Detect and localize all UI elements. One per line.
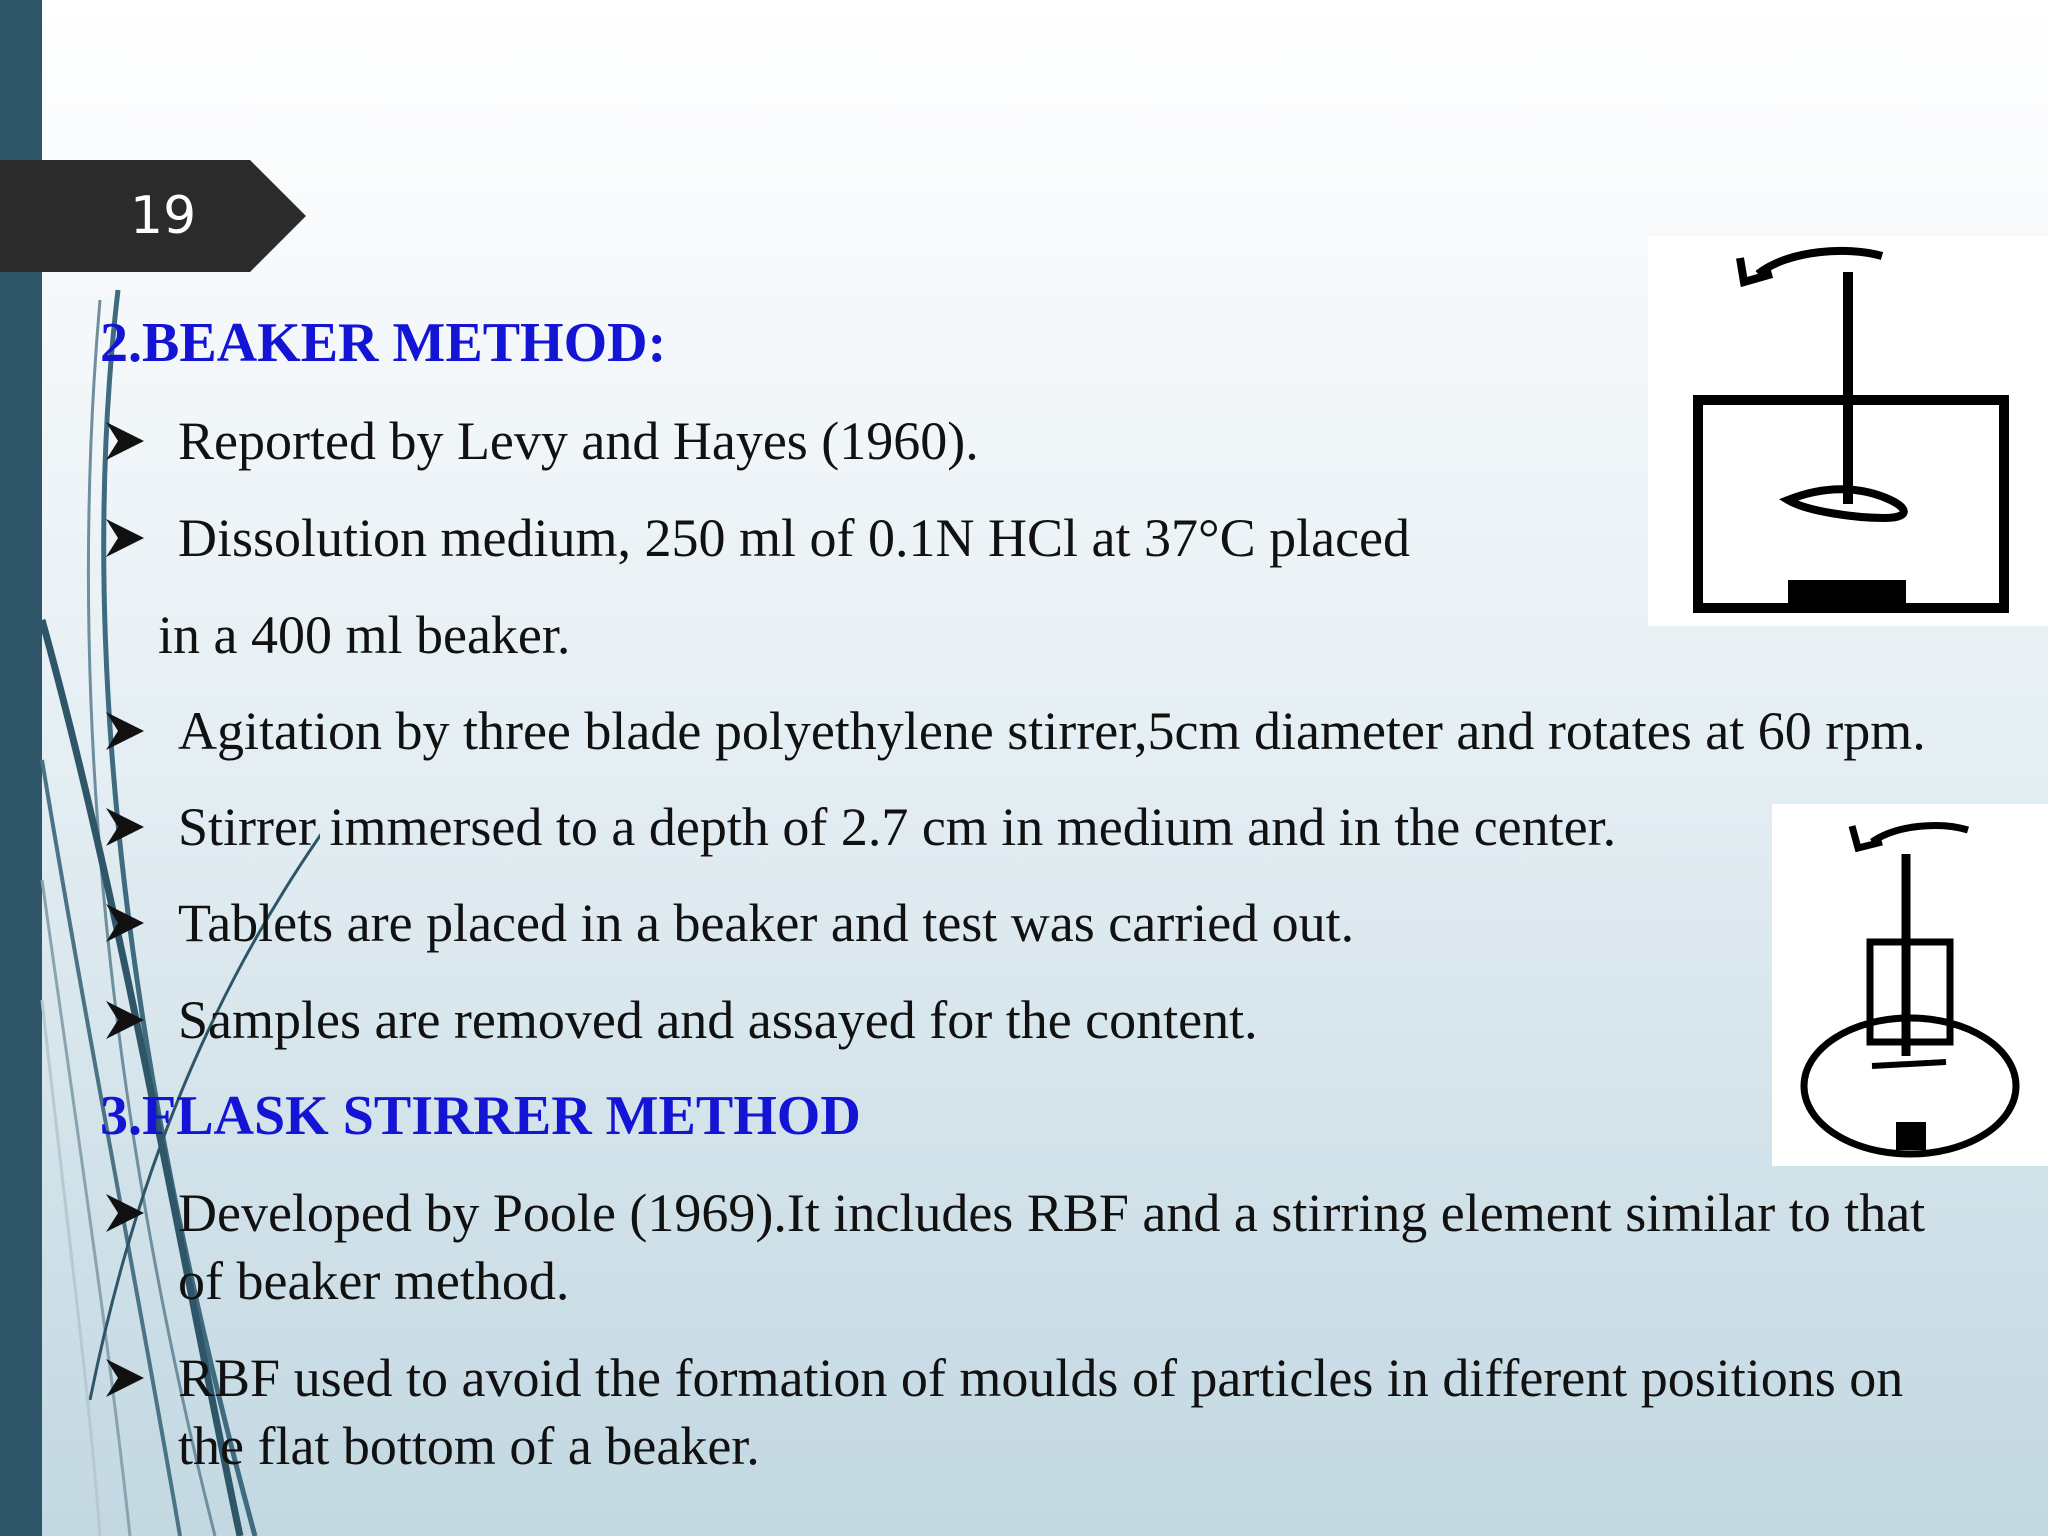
bullet-text: Stirrer immersed to a depth of 2.7 cm in medium and in the center. (178, 797, 1617, 857)
bullet-continuation: in a 400 ml beaker. (158, 605, 571, 665)
bullet-text: Reported by Levy and Hayes (1960). (178, 411, 979, 471)
bullet-text: RBF used to avoid the formation of moulds of particles in different positions on (178, 1348, 1904, 1408)
flask-stirrer-method-heading: 3.FLASK STIRRER METHOD (100, 1085, 861, 1147)
arrow-bullet-icon (100, 408, 156, 474)
beaker-method-heading: 2.BEAKER METHOD: (100, 312, 667, 374)
bullet-text: Dissolution medium, 250 ml of 0.1N HCl at 37°C placed (178, 508, 1411, 568)
page-number: 19 (130, 186, 197, 246)
bullet-text: Developed by Poole (1969).It includes RBF and a stirring element similar to that (178, 1183, 1926, 1243)
bullet-text: Samples are removed and assayed for the content. (178, 990, 1258, 1050)
bullet-continuation: the flat bottom of a beaker. (178, 1416, 760, 1476)
arrow-bullet-icon (100, 698, 156, 764)
arrow-bullet-icon (100, 890, 156, 956)
arrow-bullet-icon (100, 505, 156, 571)
arrow-bullet-icon (100, 794, 156, 860)
arrow-bullet-icon (100, 987, 156, 1053)
arrow-bullet-icon (100, 1345, 156, 1411)
bullet-text: Tablets are placed in a beaker and test was carried out. (178, 893, 1355, 953)
flask-stirrer-diagram-icon (1772, 804, 2048, 1166)
bullet-text: Agitation by three blade polyethylene stirrer,5cm diameter and rotates at 60 rpm. (178, 701, 1926, 761)
flask-diagram-panel (1772, 804, 2048, 1166)
arrow-bullet-icon (100, 1180, 156, 1246)
bullet-continuation: of beaker method. (178, 1251, 570, 1311)
beaker-stirrer-diagram-icon (1648, 236, 2048, 626)
beaker-diagram-panel (1648, 236, 2048, 626)
